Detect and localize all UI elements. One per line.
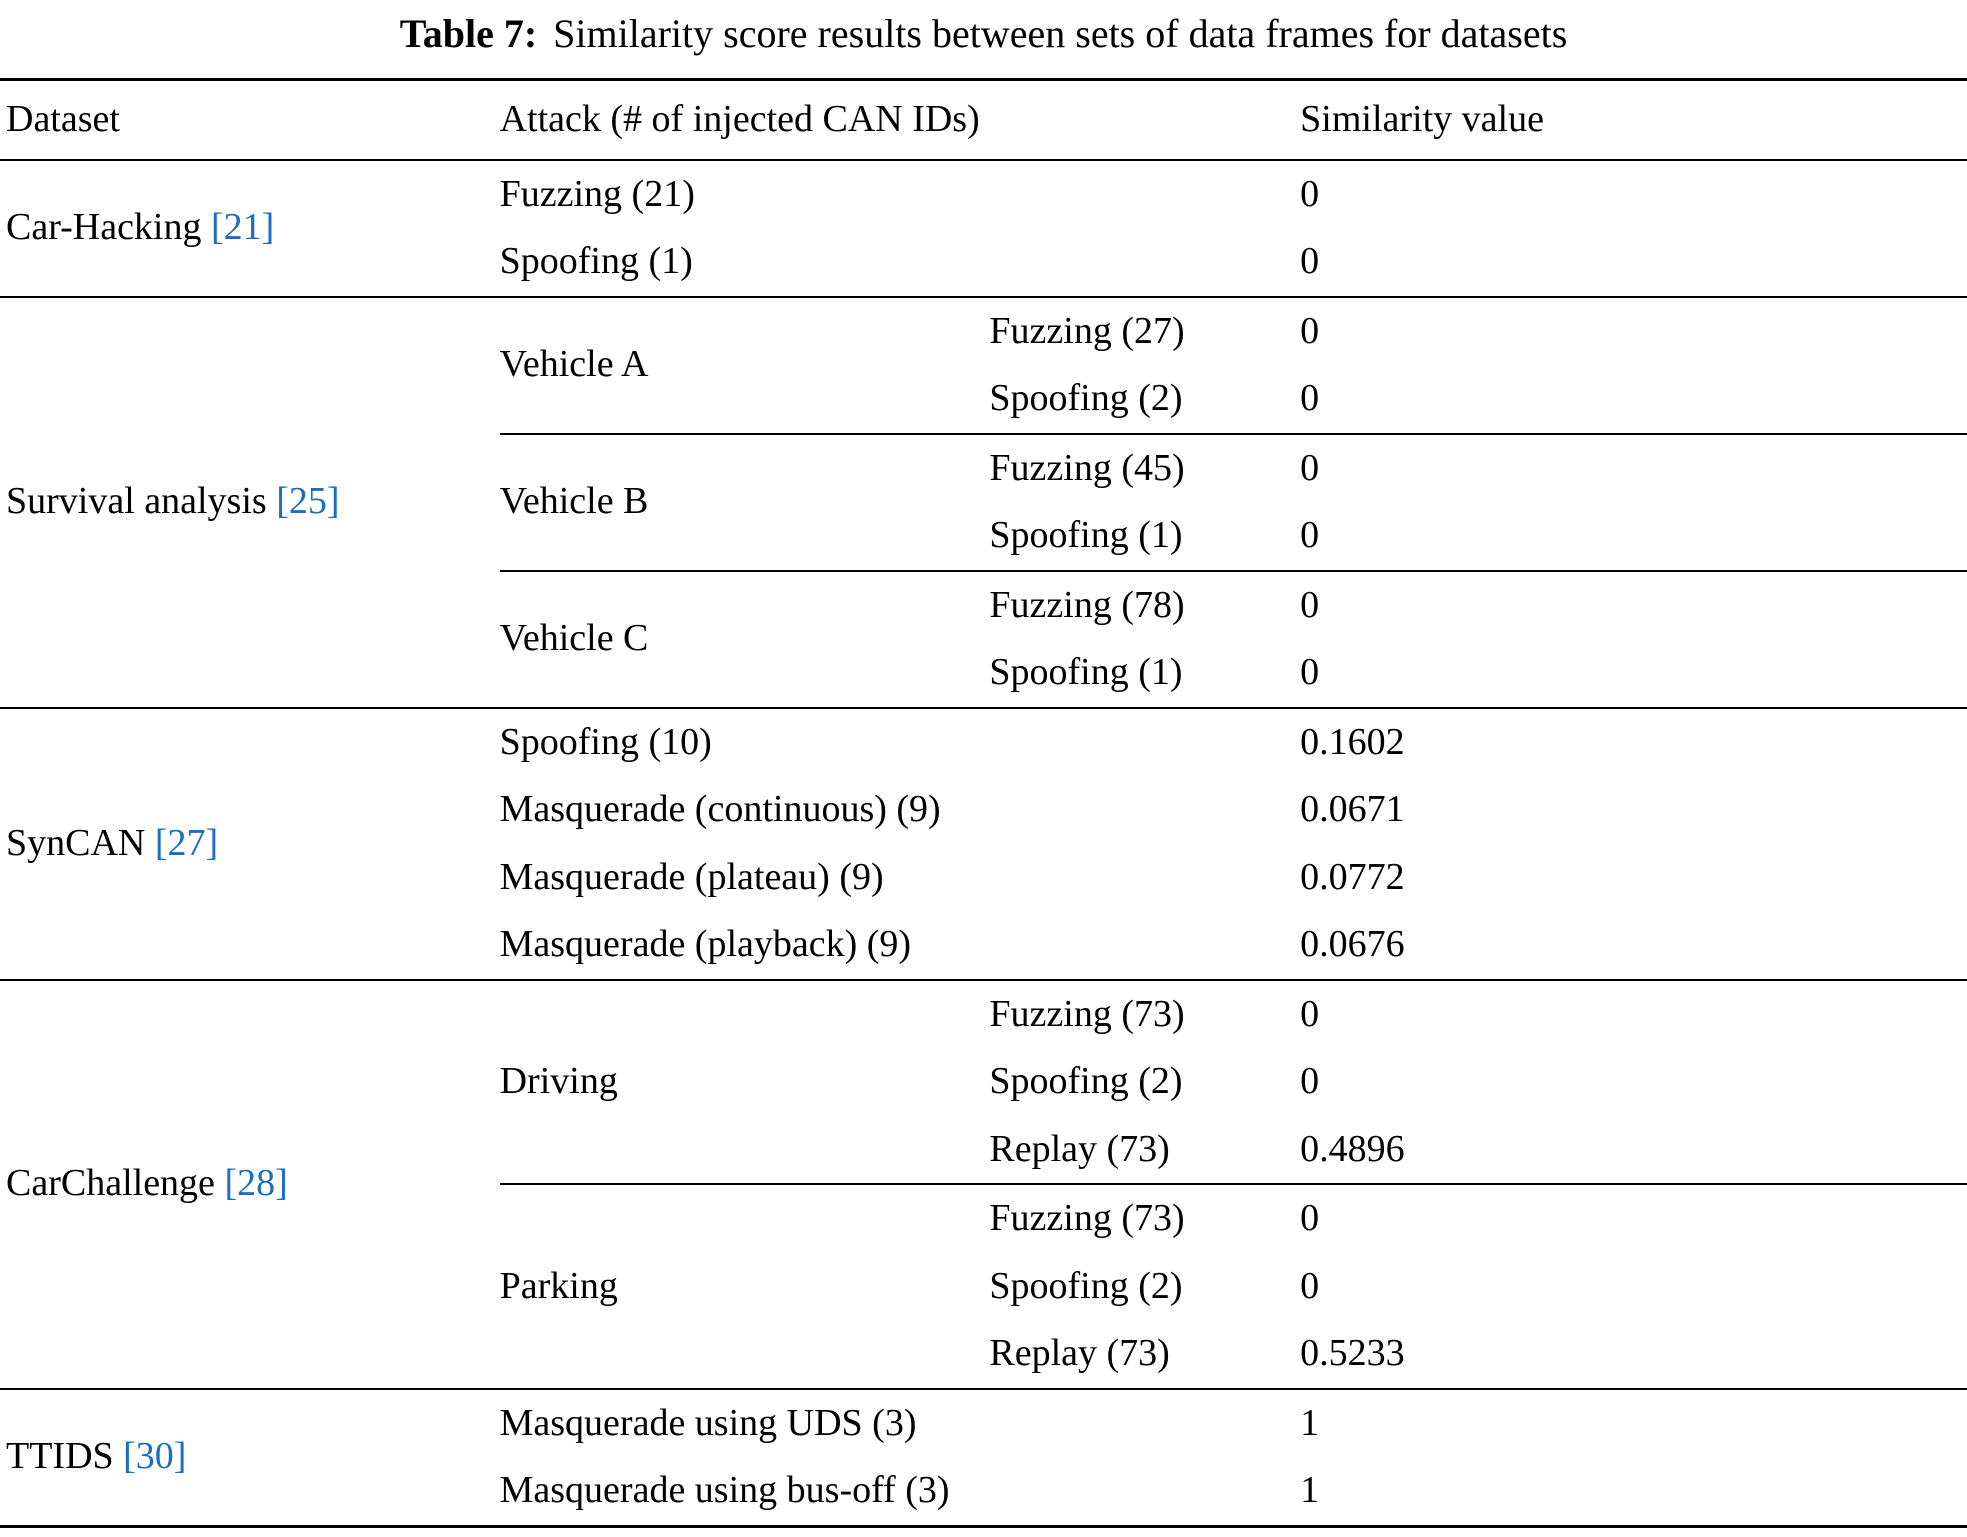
attack-cell: Fuzzing (73) [989, 992, 1185, 1035]
citation-link[interactable]: [30] [123, 1435, 187, 1478]
group-cell: Driving [500, 980, 990, 1185]
similarity-value-cell: 0 [1300, 446, 1320, 489]
dataset-cell [0, 1389, 500, 1527]
attack-cell: Fuzzing (27) [989, 309, 1185, 352]
section-car-hacking [0, 160, 1967, 297]
attack-cell: Masquerade (plateau) (9) [499, 855, 884, 898]
citation-link[interactable]: [27] [154, 821, 219, 864]
dataset-name: TTIDS [6, 1435, 124, 1478]
table-header [0, 80, 1967, 160]
similarity-value-cell: 0 [1300, 1264, 1320, 1307]
header-attack: Attack (# of injected CAN IDs) [500, 80, 1301, 160]
similarity-value-cell: 0 [1300, 502, 1967, 571]
section-syncan [0, 708, 1967, 980]
attack-cell: Spoofing (10) [499, 720, 712, 763]
group-cell: Vehicle C [499, 617, 649, 660]
similarity-value-cell: 0 [1300, 365, 1967, 434]
dataset-name: Survival analysis [6, 480, 277, 523]
group-cell: Vehicle B [500, 434, 990, 571]
similarity-value-cell: 0 [1300, 240, 1320, 282]
similarity-value-cell: 0.0772 [1300, 855, 1405, 898]
similarity-value-cell: 0.0671 [1300, 788, 1405, 830]
table-caption-text: Similarity score results between sets of data frames for datasets [553, 11, 1568, 56]
attack-cell: Fuzzing (73) [989, 1197, 1185, 1239]
table-row [0, 297, 1967, 366]
attack-cell: Masquerade (playback) (9) [499, 923, 912, 965]
attack-cell: Spoofing (2) [989, 1060, 1183, 1102]
similarity-value-cell: 1 [1300, 1469, 1320, 1511]
group-cell: Vehicle A [500, 297, 990, 434]
dataset-cell [0, 160, 500, 297]
citation-link[interactable]: [25] [276, 480, 340, 523]
table-row [0, 1389, 1967, 1458]
table-row [0, 708, 1967, 777]
dataset-cell [0, 297, 500, 708]
similarity-value-cell: 0.0676 [1300, 923, 1405, 965]
similarity-value-cell: 0 [1300, 992, 1320, 1035]
attack-cell: Spoofing (2) [989, 1264, 1183, 1307]
similarity-value-cell: 0.1602 [1300, 720, 1405, 763]
group-cell: Parking [499, 1264, 618, 1307]
attack-cell: Fuzzing (78) [989, 583, 1185, 626]
section-ttids [0, 1389, 1967, 1527]
citation-link[interactable]: [28] [224, 1162, 288, 1205]
dataset-name: SynCAN [6, 821, 155, 864]
attack-cell: Spoofing (1) [989, 502, 1300, 571]
similarity-value-cell: 1 [1300, 1401, 1320, 1444]
header-similarity-value: Similarity value [1300, 80, 1967, 160]
similarity-value-cell: 0 [1300, 1060, 1320, 1102]
similarity-value-cell: 0.4896 [1300, 1116, 1967, 1185]
header-row [0, 80, 1967, 160]
section-survival-analysis [0, 297, 1967, 708]
attack-cell: Spoofing (1) [989, 651, 1183, 693]
similarity-value-cell: 0 [1300, 583, 1320, 626]
similarity-value-cell: 0 [1300, 309, 1320, 352]
table-row [0, 160, 1967, 229]
section-carchallenge [0, 980, 1967, 1389]
attack-cell: Replay (73) [989, 1116, 1300, 1185]
attack-cell: Fuzzing (21) [499, 172, 695, 215]
header-dataset: Dataset [0, 80, 500, 160]
dataset-cell [0, 708, 500, 980]
attack-cell: Replay (73) [989, 1332, 1170, 1374]
attack-cell: Masquerade using bus-off (3) [499, 1469, 950, 1511]
table-caption [0, 0, 1967, 78]
similarity-value-cell: 0.5233 [1300, 1332, 1405, 1374]
similarity-value-cell: 0 [1300, 1197, 1320, 1239]
attack-cell: Masquerade using UDS (3) [499, 1401, 917, 1444]
similarity-table [0, 78, 1967, 1528]
attack-cell: Masquerade (continuous) (9) [499, 788, 941, 830]
table-row [0, 980, 1967, 1049]
dataset-name: Car-Hacking [6, 206, 211, 249]
attack-cell: Spoofing (2) [989, 365, 1300, 434]
table-caption-label: Table 7: [399, 11, 538, 56]
similarity-value-cell: 0 [1300, 172, 1320, 215]
attack-cell: Spoofing (1) [499, 240, 693, 282]
citation-link[interactable]: [21] [211, 206, 275, 249]
attack-cell: Fuzzing (45) [989, 446, 1185, 489]
similarity-value-cell: 0 [1300, 651, 1320, 693]
dataset-name: CarChallenge [6, 1162, 225, 1205]
dataset-cell [0, 980, 500, 1389]
